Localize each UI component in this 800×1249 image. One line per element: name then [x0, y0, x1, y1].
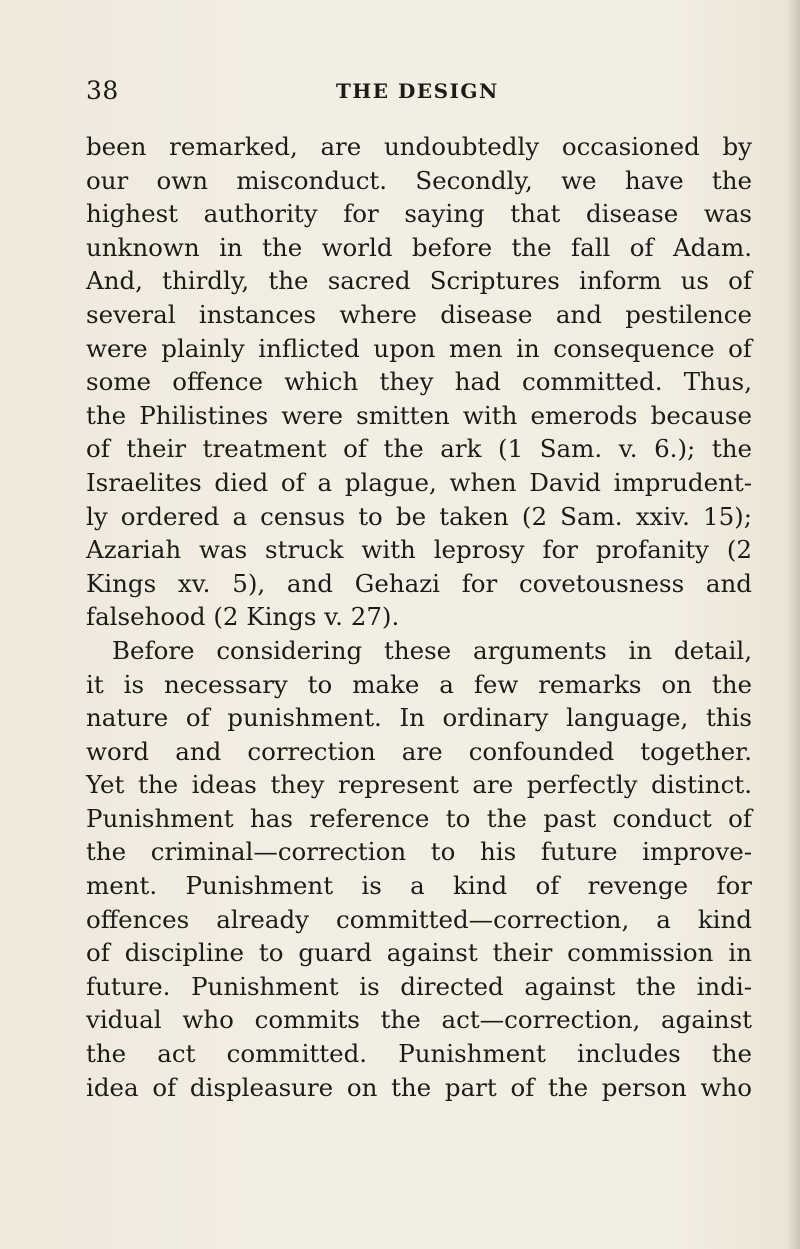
- body-text: [86, 130, 752, 1104]
- text-line: were plainly inflicted upon men in consequence of: [86, 333, 752, 363]
- text-line: some offence which they had committed. Thus,: [86, 367, 752, 397]
- text-line: unknown in the world before the fall of Adam.: [86, 232, 752, 262]
- text-line: ment. Punishment is a kind of revenge for: [86, 871, 752, 901]
- text-line: word and correction are confounded together.: [86, 736, 752, 766]
- text-line: And, thirdly, the sacred Scriptures inform us of: [86, 266, 752, 296]
- text-line: Before considering these arguments in detail,: [112, 635, 752, 665]
- text-line: Kings xv. 5), and Gehazi for covetousness and: [86, 568, 752, 598]
- text-line: ly ordered a census to be taken (2 Sam. xxiv. 15);: [86, 501, 752, 531]
- text-line: future. Punishment is directed against the indi-: [86, 971, 752, 1001]
- text-line: Azariah was struck with leprosy for profanity (2: [86, 535, 752, 565]
- text-line: several instances where disease and pestilence: [86, 299, 752, 329]
- text-line: the criminal—correction to his future improve-: [86, 837, 752, 867]
- text-line: the Philistines were smitten with emerods because: [86, 400, 752, 430]
- text-line: the act committed. Punishment includes the: [86, 1039, 752, 1069]
- text-line: Israelites died of a plague, when David imprudent-: [86, 467, 752, 497]
- page-header: [86, 76, 726, 116]
- text-line: offences already committed—correction, a kind: [86, 904, 752, 934]
- text-line: nature of punishment. In ordinary language, this: [86, 703, 752, 733]
- text-line: been remarked, are undoubtedly occasioned by: [86, 132, 752, 161]
- page-edge-shadow: [786, 0, 800, 1249]
- running-head: THE DESIGN: [336, 79, 499, 103]
- text-line: Yet the ideas they represent are perfectly distinct.: [86, 770, 752, 800]
- text-line: falsehood (2 Kings v. 27).: [86, 602, 400, 632]
- text-line: it is necessary to make a few remarks on the: [86, 669, 752, 699]
- text-line: highest authority for saying that disease was: [86, 199, 752, 229]
- page-number: 38: [86, 76, 119, 105]
- text-line: our own misconduct. Secondly, we have the: [86, 165, 752, 195]
- text-line: of discipline to guard against their commission in: [86, 938, 752, 968]
- text-line: idea of displeasure on the part of the person who: [86, 1072, 752, 1102]
- text-line: Punishment has reference to the past conduct of: [86, 803, 752, 833]
- text-line: of their treatment of the ark (1 Sam. v. 6.); the: [86, 434, 752, 464]
- text-line: vidual who commits the act—correction, against: [86, 1005, 752, 1035]
